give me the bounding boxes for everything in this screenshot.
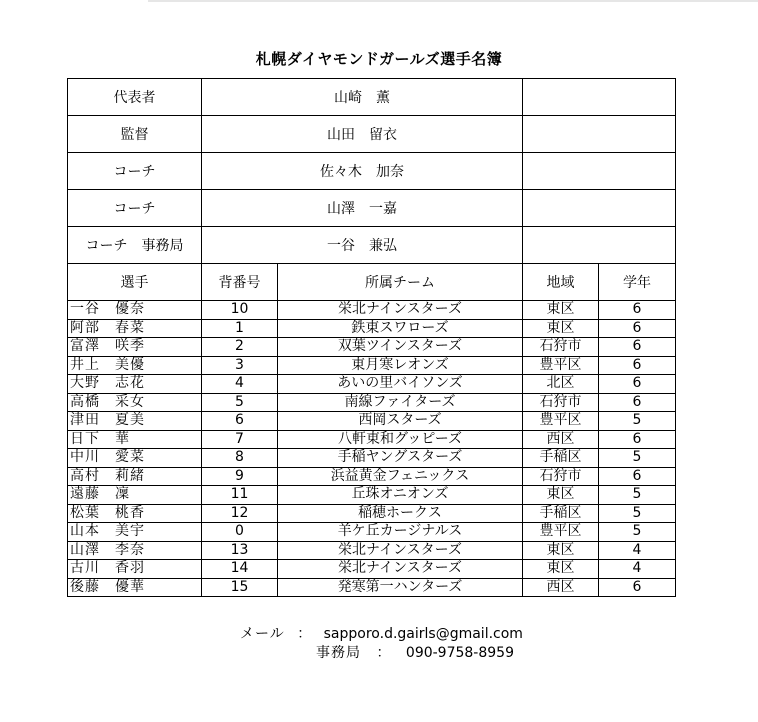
- player-team: 栄北ナインスターズ: [278, 541, 523, 560]
- mail-separator: ：: [297, 626, 312, 642]
- player-number: 8: [202, 449, 278, 468]
- player-area: 東区: [523, 319, 599, 338]
- player-name: 古川 香羽: [68, 560, 202, 579]
- footer-mail: [240, 623, 523, 643]
- table-row: [68, 356, 676, 375]
- player-grade: 6: [599, 393, 676, 412]
- table-row: [68, 430, 676, 449]
- footer-office: [316, 642, 514, 662]
- player-area: 東区: [523, 486, 599, 505]
- player-grade: 6: [599, 338, 676, 357]
- staff-row: [68, 190, 676, 227]
- player-grade: 5: [599, 523, 676, 542]
- player-team: 鉄東スワローズ: [278, 319, 523, 338]
- staff-blank: [523, 227, 676, 264]
- office-phone: 090-9758-8959: [405, 645, 514, 661]
- player-name: 津田 夏美: [68, 412, 202, 431]
- staff-blank: [523, 79, 676, 116]
- player-grade: 6: [599, 430, 676, 449]
- table-row: [68, 449, 676, 468]
- player-grade: 6: [599, 319, 676, 338]
- table-row: [68, 375, 676, 394]
- office-label: 事務局: [316, 645, 361, 661]
- staff-role: コーチ: [68, 190, 202, 227]
- player-name: 松葉 桃香: [68, 504, 202, 523]
- player-grade: 5: [599, 449, 676, 468]
- player-list: [68, 301, 676, 597]
- player-number: 4: [202, 375, 278, 394]
- player-number: 14: [202, 560, 278, 579]
- player-team: 手稲ヤングスターズ: [278, 449, 523, 468]
- staff-blank: [523, 153, 676, 190]
- player-name: 山本 美宇: [68, 523, 202, 542]
- staff-name: 山田 留衣: [202, 116, 523, 153]
- player-area: 東区: [523, 301, 599, 320]
- staff-name: 山澤 一嘉: [202, 190, 523, 227]
- staff-name: 一谷 兼弘: [202, 227, 523, 264]
- page-title: 札幌ダイヤモンドガールズ選手名簿: [255, 50, 503, 68]
- player-number: 5: [202, 393, 278, 412]
- table-row: [68, 467, 676, 486]
- player-team: 発寒第一ハンターズ: [278, 578, 523, 597]
- player-team: 八軒東和グッピーズ: [278, 430, 523, 449]
- player-name: 大野 志花: [68, 375, 202, 394]
- player-grade: 4: [599, 541, 676, 560]
- player-area: 西区: [523, 430, 599, 449]
- player-name: 中川 愛菜: [68, 449, 202, 468]
- table-header-row: [68, 264, 676, 301]
- roster-table: [67, 78, 676, 597]
- player-number: 11: [202, 486, 278, 505]
- player-grade: 5: [599, 504, 676, 523]
- player-grade: 6: [599, 375, 676, 394]
- player-area: 石狩市: [523, 338, 599, 357]
- player-area: 西区: [523, 578, 599, 597]
- staff-role: 監督: [68, 116, 202, 153]
- table-row: [68, 541, 676, 560]
- player-team: 双葉ツインスターズ: [278, 338, 523, 357]
- player-team: 浜益黄金フェニックス: [278, 467, 523, 486]
- player-name: 後藤 優華: [68, 578, 202, 597]
- player-area: 豊平区: [523, 523, 599, 542]
- player-grade: 6: [599, 467, 676, 486]
- staff-row: [68, 153, 676, 190]
- player-grade: 6: [599, 578, 676, 597]
- table-row: [68, 393, 676, 412]
- player-number: 12: [202, 504, 278, 523]
- staff-name: 山崎 薫: [202, 79, 523, 116]
- player-grade: 5: [599, 412, 676, 431]
- player-team: 丘珠オニオンズ: [278, 486, 523, 505]
- player-area: 北区: [523, 375, 599, 394]
- table-row: [68, 319, 676, 338]
- player-area: 豊平区: [523, 356, 599, 375]
- staff-blank: [523, 116, 676, 153]
- table-row: [68, 338, 676, 357]
- player-name: 富澤 咲季: [68, 338, 202, 357]
- player-team: 羊ケ丘カージナルス: [278, 523, 523, 542]
- player-grade: 6: [599, 356, 676, 375]
- player-number: 13: [202, 541, 278, 560]
- office-separator: ：: [376, 645, 391, 661]
- player-number: 1: [202, 319, 278, 338]
- table-row: [68, 560, 676, 579]
- table-row: [68, 486, 676, 505]
- staff-row: [68, 79, 676, 116]
- player-number: 0: [202, 523, 278, 542]
- mail-address: sapporo.d.gairls@gmail.com: [323, 626, 523, 642]
- player-number: 15: [202, 578, 278, 597]
- staff-role: 代表者: [68, 79, 202, 116]
- player-name: 日下 華: [68, 430, 202, 449]
- table-row: [68, 523, 676, 542]
- player-area: 東区: [523, 560, 599, 579]
- player-team: 西岡スターズ: [278, 412, 523, 431]
- player-number: 9: [202, 467, 278, 486]
- player-name: 一谷 優奈: [68, 301, 202, 320]
- player-team: 栄北ナインスターズ: [278, 560, 523, 579]
- staff-role: コーチ 事務局: [68, 227, 202, 264]
- header-number: 背番号: [202, 264, 278, 301]
- table-row: [68, 412, 676, 431]
- player-area: 手稲区: [523, 449, 599, 468]
- player-name: 高村 莉緒: [68, 467, 202, 486]
- player-team: 南線ファイターズ: [278, 393, 523, 412]
- player-number: 3: [202, 356, 278, 375]
- player-area: 手稲区: [523, 504, 599, 523]
- staff-role: コーチ: [68, 153, 202, 190]
- player-team: 東月寒レオンズ: [278, 356, 523, 375]
- header-team: 所属チーム: [278, 264, 523, 301]
- player-name: 井上 美優: [68, 356, 202, 375]
- mail-label: メール: [240, 626, 285, 642]
- player-name: 遠藤 凜: [68, 486, 202, 505]
- player-grade: 5: [599, 486, 676, 505]
- player-team: 稲穂ホークス: [278, 504, 523, 523]
- player-grade: 4: [599, 560, 676, 579]
- player-number: 10: [202, 301, 278, 320]
- player-team: 栄北ナインスターズ: [278, 301, 523, 320]
- player-number: 7: [202, 430, 278, 449]
- player-name: 高橋 采女: [68, 393, 202, 412]
- header-player: 選手: [68, 264, 202, 301]
- table-row: [68, 578, 676, 597]
- player-area: 豊平区: [523, 412, 599, 431]
- staff-blank: [523, 190, 676, 227]
- top-border-line: [148, 0, 758, 2]
- header-grade: 学年: [599, 264, 676, 301]
- player-name: 山澤 李奈: [68, 541, 202, 560]
- staff-name: 佐々木 加奈: [202, 153, 523, 190]
- player-team: あいの里バイソンズ: [278, 375, 523, 394]
- player-number: 2: [202, 338, 278, 357]
- player-name: 阿部 春菜: [68, 319, 202, 338]
- staff-row: [68, 227, 676, 264]
- staff-row: [68, 116, 676, 153]
- table-row: [68, 301, 676, 320]
- player-area: 東区: [523, 541, 599, 560]
- player-area: 石狩市: [523, 393, 599, 412]
- player-number: 6: [202, 412, 278, 431]
- header-area: 地域: [523, 264, 599, 301]
- player-area: 石狩市: [523, 467, 599, 486]
- table-row: [68, 504, 676, 523]
- player-grade: 6: [599, 301, 676, 320]
